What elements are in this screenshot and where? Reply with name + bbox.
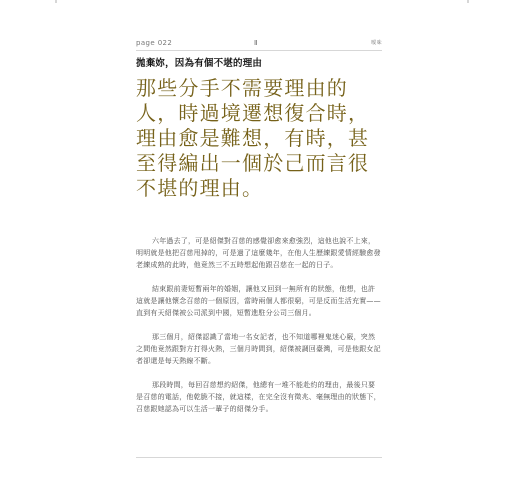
- running-head: [136, 39, 382, 51]
- book-mark: 曖味: [371, 40, 382, 46]
- bottom-rule: [136, 457, 382, 458]
- paragraph: 六年過去了，可是紹傑對召慈的感覺卻愈來愈強烈，這他也說不上來，明明就是他把召慈甩掉的，可是過了這麼幾年，在他人生歷練跟愛情經驗愈發老練成熟的此時，他竟然三不五時想起他跟召慈在一起的日子。: [136, 237, 381, 269]
- chapter-mark: Ⅱ: [254, 39, 258, 47]
- paragraph: 那段時間，每回召慈想約紹傑，他總有一堆不能赴約的理由，最後只要是召慈的電話，他乾脆不接，就這樣，在完全沒有徵兆、毫無理由的狀態下，召慈跟她認為可以生活一輩子的紹傑分手。: [136, 381, 381, 413]
- paragraph: 那三個月，紹傑認識了當地一名女記者，也不知道哪裡鬼迷心竅，突然之間他竟然跟對方打得火熱，三個月時間到，紹傑被調回臺灣，可是他跟女記者卻還是每天熱線不斷。: [136, 333, 381, 365]
- page-number: page 022: [136, 39, 173, 47]
- top-edge-mark-left: [55, 0, 57, 3]
- section-title: 拋棄妳，因為有個不堪的理由: [136, 58, 263, 69]
- body-text: [136, 235, 382, 427]
- top-edge-mark-right: [467, 0, 469, 3]
- pull-quote: 那些分手不需要理由的人，時過境遷想復合時，理由愈是難想，有時，甚至得編出一個於己而言很不堪的理由。: [136, 76, 370, 200]
- paragraph: 結束跟前妻短暫兩年的婚姻，讓他又回到一無所有的狀態，他想，也許這就是讓他懷念召慈的一個原因，當時兩個人都很窮，可是反而生活充實——直到有天紹傑被公司派到中國，短暫進駐分公司三個月。: [136, 285, 381, 317]
- header-rule: [136, 50, 382, 51]
